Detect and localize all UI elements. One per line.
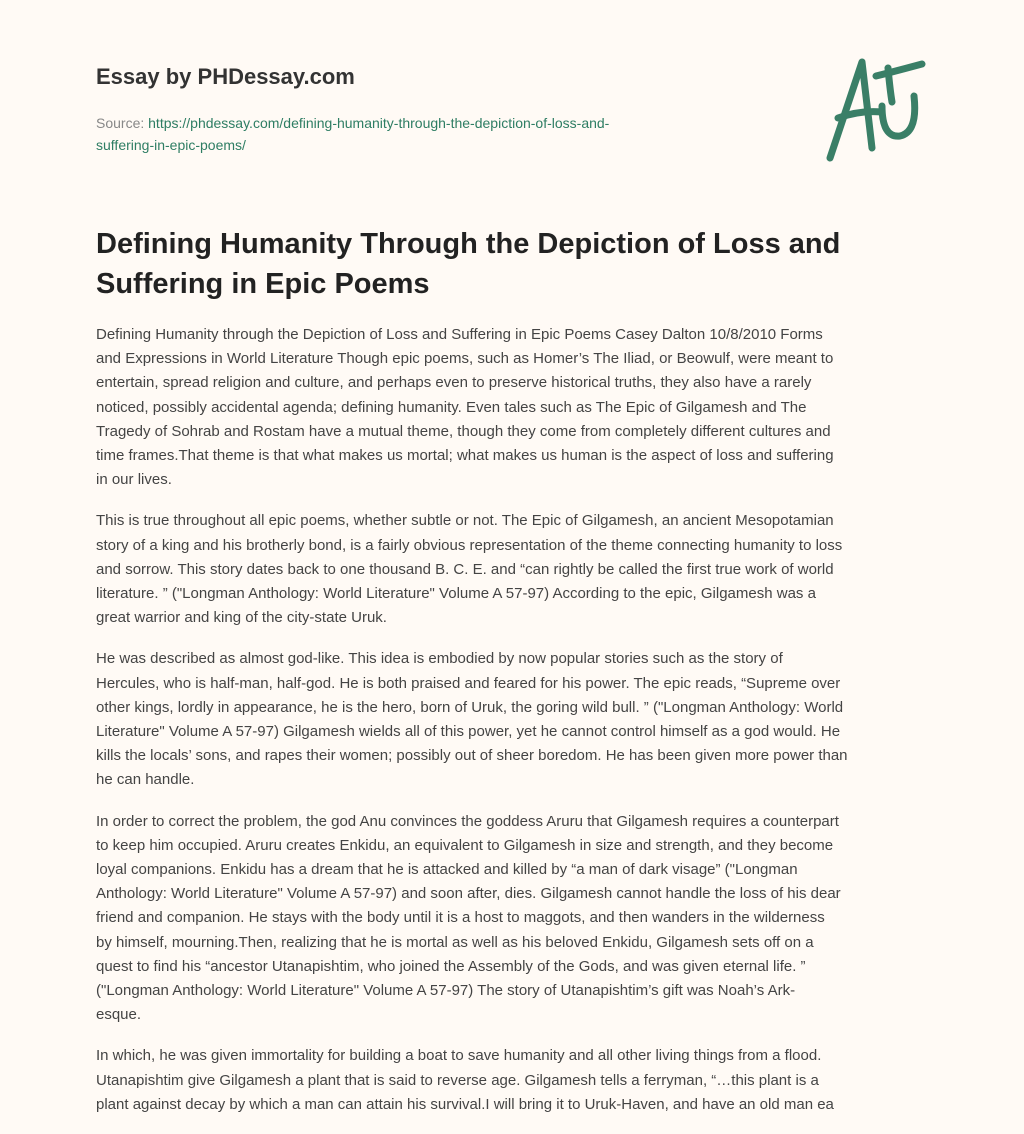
essay-paragraph	[96, 509, 996, 630]
paragraph-line: He was described as almost god-like. This idea is embodied by now popular stories such as the story of	[96, 650, 783, 668]
paragraph-line: time frames.That theme is that what makes us mortal; what makes us human is the aspect of loss and suffering	[96, 447, 834, 465]
essay-body	[96, 323, 996, 1134]
paragraph-line: quest to find his “ancestor Utanapishtim, who joined the Assembly of the Gods, and was given eternal life. ”	[96, 957, 806, 975]
source-link[interactable]	[96, 115, 609, 153]
paragraph-line: Utanapishtim give Gilgamesh a plant that is said to reverse age. Gilgamesh tells a ferryman, “…this plant is a	[96, 1071, 819, 1089]
paragraph-line: friend and companion. He stays with the body until it is a host to maggots, and then wanders in the wilderness	[96, 909, 825, 927]
paragraph-line: plant against decay by which a man can attain his survival.I will bring it to Uruk-Haven, and have an old man ea	[96, 1095, 834, 1113]
paragraph-line: other kings, lordly in appearance, he is the hero, born of Uruk, the goring wild bull. ” ("Longman Anthology: World	[96, 698, 844, 716]
paragraph-line: ("Longman Anthology: World Literature" Volume A 57-97) The story of Utanapishtim’s gift was Noah’s Ark-	[96, 982, 796, 1000]
paragraph-line: and Expressions in World Literature Though epic poems, such as Homer’s The Iliad, or Beowulf, were meant to	[96, 350, 834, 368]
paragraph-line: noticed, possibly accidental agenda; defining humanity. Even tales such as The Epic of Gilgamesh and The	[96, 398, 807, 416]
paragraph-line: story of a king and his brotherly bond, is a fairly obvious representation of the theme connecting humanity to loss	[96, 536, 843, 554]
paragraph-line: he can handle.	[96, 771, 195, 789]
source-label: Source:	[96, 115, 149, 131]
essay-paragraph	[96, 1044, 996, 1117]
paragraph-line: This is true throughout all epic poems, whether subtle or not. The Epic of Gilgamesh, an ancient Mesopotamian	[96, 512, 834, 530]
paragraph-line: In order to correct the problem, the god Anu convinces the goddess Aruru that Gilgamesh requires a counterpart	[96, 812, 839, 830]
paragraph-line: Defining Humanity through the Depiction of Loss and Suffering in Epic Poems Casey Dalton 10/8/2010 Forms	[96, 326, 823, 343]
essay-paragraph	[96, 647, 996, 792]
essay-paragraph	[96, 810, 996, 1028]
paragraph-line: and sorrow. This story dates back to one thousand B. C. E. and “can rightly be called the first true work of world	[96, 560, 834, 578]
paragraph-line: loyal companions. Enkidu has a dream that he is attacked and killed by “a man of dark visage” ("Longman	[96, 861, 798, 879]
paragraph-line: Anthology: World Literature" Volume A 57-97) and soon after, dies. Gilgamesh cannot handle the loss of his dear	[96, 885, 841, 903]
paragraph-line: to keep him occupied. Aruru creates Enkidu, an equivalent to Gilgamesh in size and strength, and they become	[96, 836, 834, 854]
source-link-part: suffering-in-epic-poems/	[96, 137, 246, 153]
a-plus-logo	[820, 40, 930, 165]
essay-paragraph	[96, 323, 996, 492]
paragraph-line: esque.	[96, 1006, 142, 1024]
paragraph-line: entertain, spread religion and culture, and perhaps even to preserve historical truths, they also have a rarely	[96, 374, 812, 392]
paragraph-line: Literature" Volume A 57-97) Gilgamesh wields all of this power, yet he cannot control himself as a god would. He	[96, 723, 841, 741]
paragraph-line: by himself, mourning.Then, realizing that he is mortal as well as his beloved Enkidu, Gilgamesh sets off on a	[96, 933, 814, 951]
essay-title: Defining Humanity Through the Depiction of Loss and Suffering in Epic Poems	[96, 228, 841, 300]
source-line	[96, 112, 736, 156]
paragraph-line: Hercules, who is half-man, half-god. He is both praised and feared for his power. The epic reads, “Supreme over	[96, 674, 841, 692]
site-brand: Essay by PHDessay.com	[96, 64, 355, 89]
paragraph-line: Tragedy of Sohrab and Rostam have a mutual theme, though they come from completely different cultures and	[96, 422, 831, 440]
paragraph-line: literature. ” ("Longman Anthology: World Literature" Volume A 57-97) According to the epic, Gilgamesh was a	[96, 585, 816, 603]
paragraph-line: In which, he was given immortality for building a boat to save humanity and all other living things from a flood.	[96, 1047, 822, 1065]
paragraph-line: great warrior and king of the city-state Uruk.	[96, 609, 387, 627]
source-link-part: https://phdessay.com/defining-humanity-through-the-depiction-of-loss-and-	[148, 115, 610, 131]
paragraph-line: in our lives.	[96, 471, 172, 489]
paragraph-line: kills the locals’ sons, and rapes their women; possibly out of sheer boredom. He has been given more power than	[96, 747, 848, 765]
